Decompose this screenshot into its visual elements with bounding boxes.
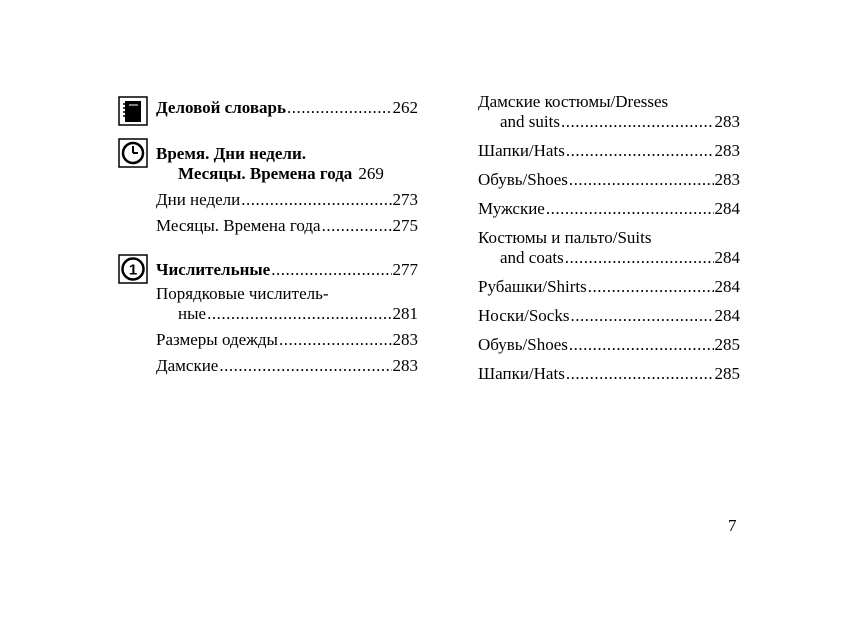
toc-item-label: Размеры одежды	[156, 330, 278, 349]
toc-page-number: 269	[358, 164, 384, 183]
toc-entry[interactable]	[478, 112, 740, 132]
toc-entry[interactable]	[478, 306, 740, 326]
toc-section-numerals	[118, 260, 418, 376]
toc-item-label: and coats	[500, 248, 564, 267]
toc-item-label: Обувь/Shoes	[478, 170, 568, 189]
toc-item	[478, 306, 740, 326]
toc-entry[interactable]	[156, 190, 418, 210]
toc-item-label: Месяцы. Времена года	[156, 216, 321, 235]
toc-page-number: 277	[392, 260, 418, 279]
toc-item-label: and suits	[500, 112, 560, 131]
toc-page-number: 283	[714, 112, 740, 131]
toc-item-line1: Порядковые числитель-	[156, 284, 329, 303]
toc-entry[interactable]	[478, 277, 740, 297]
toc-item-label: Дни недели	[156, 190, 241, 209]
toc-item-label: Мужские	[478, 199, 545, 218]
dot-leader	[546, 199, 714, 219]
toc-entry[interactable]	[156, 330, 418, 350]
toc-section-title: Числительные	[156, 260, 271, 279]
toc-entry[interactable]	[156, 304, 418, 324]
toc-item	[478, 92, 740, 132]
toc-item	[478, 335, 740, 355]
dot-leader	[241, 190, 391, 210]
dot-leader	[561, 112, 714, 132]
toc-entry[interactable]	[156, 356, 418, 376]
dot-leader	[565, 248, 714, 268]
toc-entry[interactable]	[478, 141, 740, 161]
toc-entry[interactable]	[156, 216, 418, 236]
toc-page-number: 283	[714, 170, 740, 189]
number-one-icon	[118, 254, 148, 284]
toc-section-time	[118, 144, 418, 236]
toc-page-number: 281	[392, 304, 418, 323]
toc-item-line1: Дамские костюмы/Dresses	[478, 92, 669, 111]
dot-leader	[279, 330, 392, 350]
dot-leader	[570, 306, 713, 326]
toc-section-title: Деловой словарь	[156, 98, 286, 117]
toc-left-column	[118, 96, 418, 376]
svg-text:1: 1	[128, 261, 138, 279]
dot-leader	[322, 216, 392, 236]
toc-item-label: Обувь/Shoes	[478, 335, 568, 354]
toc-item-label: Шапки/Hats	[478, 364, 565, 383]
toc-section-title-line2: Месяцы. Времена года	[178, 164, 353, 183]
toc-page-number: 283	[392, 356, 418, 375]
dot-leader	[588, 277, 714, 297]
toc-page-number: 285	[714, 364, 740, 383]
toc-page-number: 284	[714, 248, 740, 267]
dot-leader	[219, 356, 391, 376]
toc-right-column	[478, 92, 740, 384]
toc-page-number: 273	[392, 190, 418, 209]
toc-item-label: ные	[178, 304, 207, 323]
toc-item-label: Рубашки/Shirts	[478, 277, 587, 296]
page-number: 7	[728, 516, 737, 535]
toc-entry[interactable]	[478, 364, 740, 384]
toc-item	[478, 364, 740, 384]
toc-entry[interactable]	[478, 248, 740, 268]
toc-page-number: 284	[714, 199, 740, 218]
dot-leader	[569, 335, 714, 355]
toc-entry[interactable]	[478, 170, 740, 190]
toc-item-label: Носки/Socks	[478, 306, 570, 325]
toc-page-number: 285	[714, 335, 740, 354]
toc-item-label: Шапки/Hats	[478, 141, 565, 160]
toc-entry[interactable]	[478, 199, 740, 219]
toc-item-label: Дамские	[156, 356, 219, 375]
toc-item-line1: Костюмы и пальто/Suits	[478, 228, 652, 247]
toc-entry[interactable]	[156, 164, 418, 184]
toc-item	[478, 170, 740, 190]
toc-item	[478, 141, 740, 161]
toc-page-number: 262	[392, 98, 418, 117]
dot-leader	[287, 98, 392, 118]
notebook-icon	[118, 96, 148, 126]
dot-leader	[207, 304, 391, 324]
dot-leader	[566, 141, 714, 161]
toc-entry[interactable]	[478, 335, 740, 355]
toc-page-number: 284	[714, 306, 740, 325]
toc-item	[478, 199, 740, 219]
toc-item	[478, 277, 740, 297]
toc-section-business-dictionary	[118, 98, 418, 118]
dot-leader	[271, 260, 391, 280]
toc-page-number: 283	[714, 141, 740, 160]
toc-section-title-line1: Время. Дни недели.	[156, 144, 306, 163]
clock-icon	[118, 138, 148, 168]
toc-page-number: 284	[714, 277, 740, 296]
dot-leader	[566, 364, 714, 384]
toc-entry[interactable]	[156, 98, 418, 118]
toc-item	[478, 228, 740, 268]
toc-entry[interactable]	[156, 260, 418, 280]
toc-page-number: 275	[392, 216, 418, 235]
dot-leader	[569, 170, 714, 190]
toc-page-number: 283	[392, 330, 418, 349]
